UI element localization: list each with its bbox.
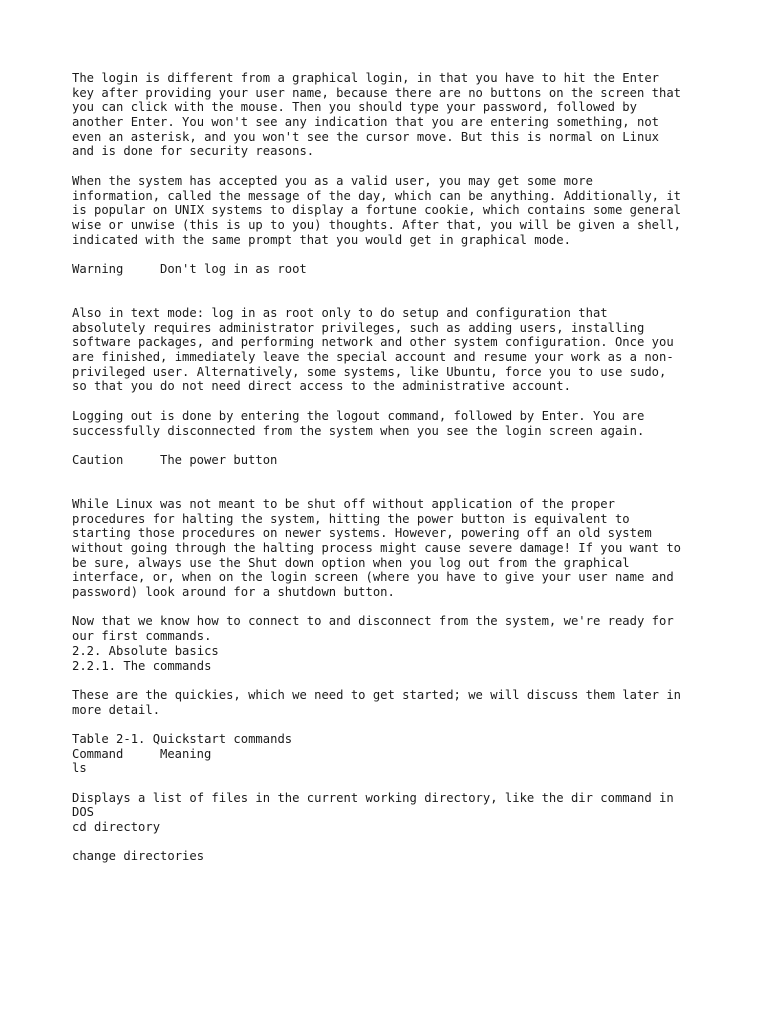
table-cell-meaning: DOS bbox=[72, 805, 95, 820]
text-line: privileged user. Alternatively, some systems, like Ubuntu, force you to use sudo, bbox=[72, 364, 667, 379]
text-line: These are the quickies, which we need to get started; we will discuss them later in bbox=[72, 687, 682, 702]
text-line: are finished, immediately leave the special account and resume your work as a non- bbox=[72, 350, 674, 365]
paragraph-motd bbox=[72, 174, 722, 247]
paragraph-quickies bbox=[72, 688, 722, 717]
table-cell-meaning: change directories bbox=[72, 849, 205, 864]
text-line: Now that we know how to connect to and disconnect from the system, we're ready for bbox=[72, 614, 674, 629]
text-line: and is done for security reasons. bbox=[72, 144, 315, 159]
paragraph-logout bbox=[72, 409, 722, 438]
text-line: you can click with the mouse. Then you should type your password, followed by bbox=[72, 100, 637, 115]
text-line: be sure, always use the Shut down option when you log out from the graphical bbox=[72, 555, 630, 570]
paragraph-login-intro bbox=[72, 71, 722, 159]
table-caption: Table 2-1. Quickstart commands bbox=[72, 731, 293, 746]
text-line: information, called the message of the day, which can be anything. Additionally, it bbox=[72, 188, 682, 203]
section-heading: 2.2. Absolute basics bbox=[72, 643, 219, 658]
text-line: successfully disconnected from the system when you see the login screen again. bbox=[72, 423, 645, 438]
text-line: even an asterisk, and you won't see the cursor move. But this is normal on Linux bbox=[72, 129, 659, 144]
text-line: starting those procedures on newer systems. However, powering off an old system bbox=[72, 526, 652, 541]
table-header-row bbox=[72, 747, 722, 762]
text-line: Logging out is done by entering the logout command, followed by Enter. You are bbox=[72, 408, 645, 423]
paragraph-root-text-mode bbox=[72, 306, 722, 394]
warning-label: Warning bbox=[72, 261, 124, 276]
table-header-command: Command bbox=[72, 746, 124, 761]
text-line: When the system has accepted you as a valid user, you may get some more bbox=[72, 173, 593, 188]
table-cell-meaning: Displays a list of files in the current working directory, like the dir command in bbox=[72, 790, 674, 805]
table-cell-command: ls bbox=[72, 761, 87, 776]
text-line: our first commands. bbox=[72, 629, 212, 644]
quickstart-table bbox=[72, 732, 722, 864]
warning-title: Don't log in as root bbox=[160, 261, 307, 276]
text-line: software packages, and performing network and other system configuration. Once you bbox=[72, 335, 674, 350]
paragraph-first-commands bbox=[72, 614, 722, 643]
text-line: so that you do not need direct access to the administrative account. bbox=[72, 379, 571, 394]
text-line: another Enter. You won't see any indication that you are entering something, not bbox=[72, 115, 659, 130]
text-line: The login is different from a graphical login, in that you have to hit the Enter bbox=[72, 71, 659, 85]
text-line: procedures for halting the system, hitting the power button is equivalent to bbox=[72, 511, 630, 526]
text-line: interface, or, when on the login screen (where you have to give your user name and bbox=[72, 570, 674, 585]
caution-label: Caution bbox=[72, 452, 124, 467]
text-line: Also in text mode: log in as root only to do setup and configuration that bbox=[72, 306, 608, 321]
text-line: more detail. bbox=[72, 702, 161, 717]
text-line: without going through the halting process might cause severe damage! If you want to bbox=[72, 541, 682, 556]
document-page bbox=[72, 71, 722, 864]
table-header-meaning: Meaning bbox=[160, 746, 212, 761]
text-line: absolutely requires administrator privileges, such as adding users, installing bbox=[72, 320, 645, 335]
caution-title: The power button bbox=[160, 452, 278, 467]
text-line: password) look around for a shutdown button. bbox=[72, 585, 395, 600]
text-line: indicated with the same prompt that you would get in graphical mode. bbox=[72, 232, 571, 247]
table-cell-command: cd directory bbox=[72, 820, 161, 835]
text-line: key after providing your user name, because there are no buttons on the screen that bbox=[72, 85, 682, 100]
text-line: While Linux was not meant to be shut off without application of the proper bbox=[72, 496, 615, 511]
warning-admonition bbox=[72, 262, 722, 277]
text-line: wise or unwise (this is up to you) thoughts. After that, you will be given a shell, bbox=[72, 217, 682, 232]
caution-admonition bbox=[72, 453, 722, 468]
text-line: is popular on UNIX systems to display a fortune cookie, which contains some general bbox=[72, 203, 682, 218]
subsection-heading: 2.2.1. The commands bbox=[72, 658, 212, 673]
paragraph-power-button bbox=[72, 497, 722, 600]
